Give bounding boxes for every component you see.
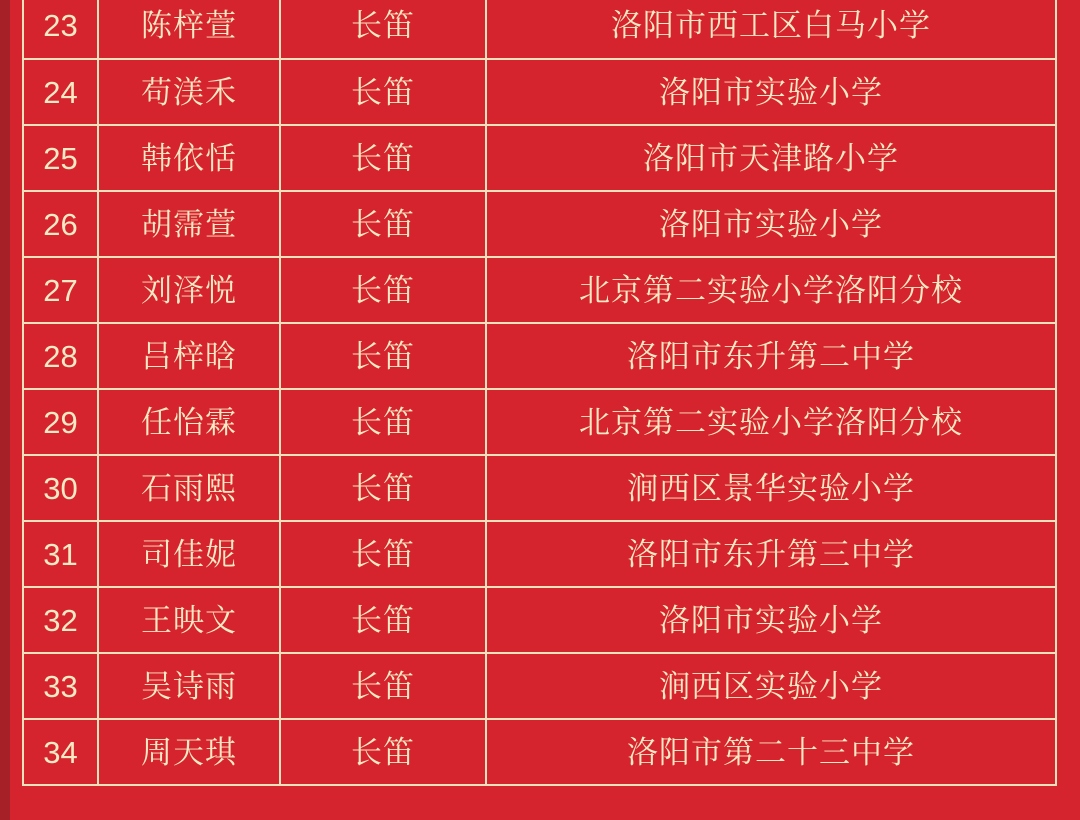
table-row <box>24 652 1055 718</box>
cell-name: 周天琪 <box>97 720 279 784</box>
cell-instrument: 长笛 <box>279 192 485 256</box>
cell-number: 32 <box>43 602 78 638</box>
cell-school: 洛阳市实验小学 <box>485 588 1055 652</box>
table-row <box>24 322 1055 388</box>
cell-school: 北京第二实验小学洛阳分校 <box>485 390 1055 454</box>
cell-number: 28 <box>43 338 78 374</box>
cell-name: 韩依恬 <box>97 126 279 190</box>
cell-name: 陈梓萱 <box>97 0 279 58</box>
cell-instrument: 长笛 <box>279 126 485 190</box>
cell-instrument: 长笛 <box>279 720 485 784</box>
table-row <box>24 586 1055 652</box>
cell-instrument: 长笛 <box>279 390 485 454</box>
cell-name: 苟渼禾 <box>97 60 279 124</box>
table-row <box>24 124 1055 190</box>
table-row <box>24 520 1055 586</box>
table-row <box>24 190 1055 256</box>
cell-number: 34 <box>43 734 78 770</box>
cell-instrument: 长笛 <box>279 522 485 586</box>
table-row <box>24 454 1055 520</box>
cell-number: 33 <box>43 668 78 704</box>
cell-number: 30 <box>43 470 78 506</box>
cell-instrument: 长笛 <box>279 654 485 718</box>
left-edge-shade <box>0 0 10 820</box>
table-row <box>24 256 1055 322</box>
cell-instrument: 长笛 <box>279 258 485 322</box>
cell-school: 洛阳市实验小学 <box>485 192 1055 256</box>
cell-instrument: 长笛 <box>279 60 485 124</box>
cell-school: 洛阳市西工区白马小学 <box>485 0 1055 58</box>
cell-instrument: 长笛 <box>279 456 485 520</box>
table-row <box>24 388 1055 454</box>
cell-name: 胡霈萱 <box>97 192 279 256</box>
cell-school: 涧西区实验小学 <box>485 654 1055 718</box>
cell-name: 石雨熙 <box>97 456 279 520</box>
cell-number: 24 <box>43 74 78 110</box>
cell-name: 王映文 <box>97 588 279 652</box>
table-row <box>24 0 1055 58</box>
cell-number: 26 <box>43 206 78 242</box>
cell-instrument: 长笛 <box>279 324 485 388</box>
cell-school: 涧西区景华实验小学 <box>485 456 1055 520</box>
cell-name: 司佳妮 <box>97 522 279 586</box>
cell-number: 27 <box>43 272 78 308</box>
cell-school: 洛阳市第二十三中学 <box>485 720 1055 784</box>
table-row <box>24 718 1055 784</box>
table-row <box>24 58 1055 124</box>
cell-name: 任怡霖 <box>97 390 279 454</box>
cell-number: 31 <box>43 536 78 572</box>
cell-instrument: 长笛 <box>279 588 485 652</box>
cell-school: 北京第二实验小学洛阳分校 <box>485 258 1055 322</box>
cell-school: 洛阳市东升第三中学 <box>485 522 1055 586</box>
roster-table <box>22 0 1057 786</box>
cell-name: 吴诗雨 <box>97 654 279 718</box>
cell-name: 刘泽悦 <box>97 258 279 322</box>
cell-number: 29 <box>43 404 78 440</box>
cell-number: 23 <box>43 7 78 43</box>
cell-school: 洛阳市东升第二中学 <box>485 324 1055 388</box>
cell-school: 洛阳市实验小学 <box>485 60 1055 124</box>
cell-name: 吕梓晗 <box>97 324 279 388</box>
cell-instrument: 长笛 <box>279 0 485 58</box>
cell-number: 25 <box>43 140 78 176</box>
cell-school: 洛阳市天津路小学 <box>485 126 1055 190</box>
